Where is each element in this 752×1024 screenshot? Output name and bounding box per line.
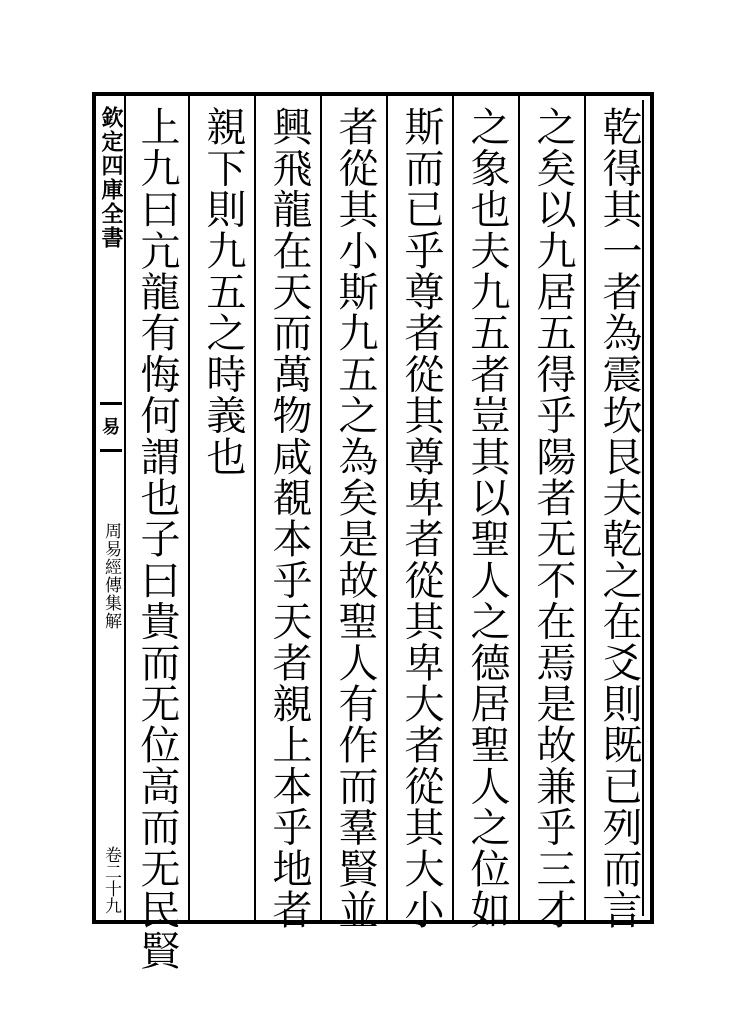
margin-book-title: 周易經傳集解 — [101, 522, 121, 630]
column-text: 上九曰亢龍有悔何謂也子曰貴而无位高而无民賢 — [134, 106, 180, 972]
text-column — [254, 96, 320, 930]
text-column — [386, 96, 452, 930]
text-columns — [126, 96, 650, 972]
text-column — [584, 96, 650, 930]
margin-strip — [92, 92, 126, 924]
column-text: 親下則九五之時義也 — [200, 106, 246, 477]
fish-tail-glyph: 易 — [102, 417, 120, 438]
fish-tail-mark — [100, 402, 122, 452]
margin-page-number: 卷二十九 — [101, 846, 121, 914]
column-text: 之矣以九居五得乎陽者无不在焉是故兼乎三才 — [530, 106, 576, 930]
text-column — [518, 96, 584, 930]
column-text: 斯而已乎尊者從其尊卑者從其卑大者從其大小 — [398, 106, 444, 930]
column-text: 之象也夫九五者豈其以聖人之德居聖人之位如 — [464, 106, 510, 930]
margin-title: 欽定四庫全書 — [98, 106, 124, 250]
column-text: 者從其小斯九五之為矣是故聖人有作而羣賢並 — [332, 106, 378, 930]
text-column — [188, 96, 254, 920]
column-text: 興飛龍在天而萬物咸覩本乎天者親上本乎地者 — [266, 106, 312, 930]
column-text: 乾得其一者為震坎艮夫乾之在爻則既已列而言 — [596, 106, 642, 930]
text-column — [452, 96, 518, 930]
text-column — [124, 96, 190, 972]
text-column — [320, 96, 386, 930]
